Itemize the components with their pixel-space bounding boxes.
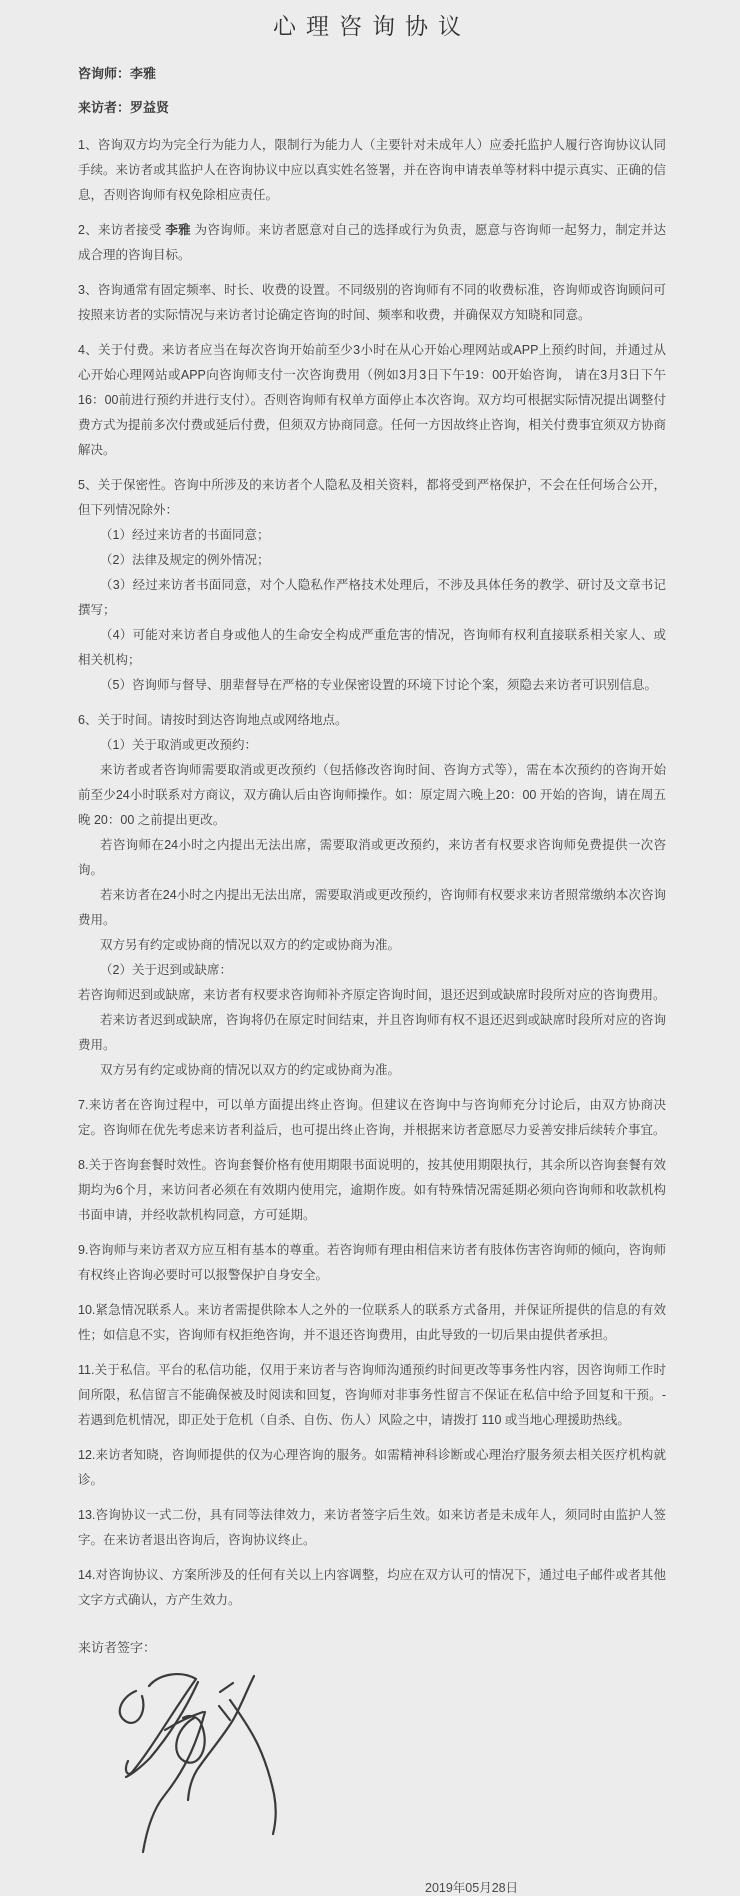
clause-9 [78,1238,666,1288]
clause-6-sub1-line: 若来访者在24小时之内提出无法出席，需要取消或更改预约，咨询师有权要求来访者照常缴纳本次咨询费用。 [78,888,666,927]
clause-5-item: （3）经过来访者书面同意，对个人隐私作严格技术处理后，不涉及具体任务的教学、研讨及文章书记撰写； [78,578,666,617]
clause-3-text: 3、咨询通常有固定频率、时长、收费的设置。不同级别的咨询师有不同的收费标准，咨询师或咨询顾问可按照来访者的实际情况与来访者讨论确定咨询的时间、频率和收费，并确保双方知晓和同意。 [78,283,666,322]
clause-11-text: 11.关于私信。平台的私信功能，仅用于来访者与咨询师沟通预约时间更改等事务性内容，因咨询师工作时间所限，私信留言不能确保被及时阅读和回复，咨询师对非事务性留言不保证在私信中给予回复和干预。- 若遇到危机情况，即正处于危机（自杀、自伤、伤人）风险之中，请拨打 110 或当地心理援助热线。 [78,1363,666,1427]
clause-2-text [78,218,666,268]
clause-1-text: 1、咨询双方均为完全行为能力人，限制行为能力人（主要针对未成年人）应委托监护人履行咨询协议认同手续。来访者或其监护人在咨询协议中应以真实姓名签署，并在咨询申请表单等材料中提示真实、正确的信息，否则咨询师有权免除相应责任。 [78,138,666,202]
clause-7 [78,1093,666,1143]
clause-2-prefix: 2、来访者接受 [78,223,166,237]
clause-12-text: 12.来访者知晓，咨询师提供的仅为心理咨询的服务。如需精神科诊断或心理治疗服务须去相关医疗机构就诊。 [78,1448,666,1487]
clause-3 [78,278,666,328]
clause-5-item: （1）经过来访者的书面同意； [100,528,270,542]
document-date: 2019年05月28日 [425,1881,519,1895]
clause-5-item: （4）可能对来访者自身或他人的生命安全构成严重危害的情况，咨询师有权利直接联系相关家人、或相关机构； [78,628,666,667]
clause-9-text: 9.咨询师与来访者双方应互相有基本的尊重。若咨询师有理由相信来访者有肢体伤害咨询师的倾向，咨询师有权终止咨询必要时可以报警保护自身安全。 [78,1243,666,1282]
counselor-line [78,65,666,82]
clause-1 [78,133,666,208]
clause-13-text: 13.咨询协议一式二份，具有同等法律效力，来访者签字后生效。如来访者是未成年人，须同时由监护人签字。在来访者退出咨询后，咨询协议终止。 [78,1508,666,1547]
client-name: 罗益贤 [130,100,170,115]
clause-8-text: 8.关于咨询套餐时效性。咨询套餐价格有使用期限书面说明的，按其使用期限执行，其余所以咨询套餐有效期均为6个月，来访问者必须在有效期内使用完，逾期作废。如有特殊情况需延期必须向咨询师和收款机构书面申请，并经收款机构同意，方可延期。 [78,1158,666,1222]
clause-6-sub1-line: 双方另有约定或协商的情况以双方的约定或协商为准。 [100,938,401,952]
clause-13 [78,1503,666,1553]
clause-2-suffix: 为咨询师。来访者愿意对自己的选择或行为负责，愿意与咨询师一起努力，制定并达成合理的咨询目标。 [78,223,666,262]
clause-4 [78,338,666,463]
clause-8 [78,1153,666,1228]
counselor-label: 咨询师： [78,66,131,81]
clause-4-text: 4、关于付费。来访者应当在每次咨询开始前至少3小时在从心开始心理网站或APP上预约时间，并通过从心开始心理网站或APP向咨询师支付一次咨询费用（例如3月3日下午19：00开始咨询， 请在3月3日下午16：00前进行预约并进行支付）。否则咨询师有权单方面停止本次咨询。双方均可根据实际情况提出调整付费方式为提前多次付费或延后付费，但须双方协商同意。任何一方因故终止咨询，相关付费事宜须双方协商解决。 [78,343,666,457]
clause-2-counselor-name: 李雅 [165,223,191,237]
clause-6-sub2-title: （2）关于迟到或缺席： [100,963,232,977]
client-signature-image [102,1670,297,1860]
client-line [78,99,666,116]
clause-6-sub2-line: 双方另有约定或协商的情况以双方的约定或协商为准。 [100,1063,401,1077]
clause-10-text: 10.紧急情况联系人。来访者需提供除本人之外的一位联系人的联系方式备用，并保证所提供的信息的有效性；如信息不实，咨询师有权拒绝咨询，并不退还咨询费用，由此导致的一切后果由提供者承担。 [78,1303,666,1342]
clause-5-text: 5、关于保密性。咨询中所涉及的来访者个人隐私及相关资料，都将受到严格保护，不会在任何场合公开，但下列情况除外： [78,478,666,517]
clause-6 [78,708,666,1083]
page-title: 心理咨询协议 [273,13,471,39]
clause-7-text: 7.来访者在咨询过程中，可以单方面提出终止咨询。但建议在咨询中与咨询师充分讨论后，由双方协商决定。咨询师在优先考虑来访者利益后，也可提出终止咨询，并根据来访者意愿尽力妥善安排后续转介事宜。 [78,1098,666,1137]
clause-11 [78,1358,666,1433]
clause-6-sub1-paragraph: 来访者或者咨询师需要取消或更改预约（包括修改咨询时间、咨询方式等），需在本次预约的咨询开始前至少24小时联系对方商议，双方确认后由咨询师操作。如：原定周六晚上20：00 开始的咨询，请在周五晚 20：00 之前提出更改。 [78,763,666,827]
clause-2 [78,218,666,268]
clause-6-sub2-line: 若咨询师迟到或缺席，来访者有权要求咨询师补齐原定咨询时间，退还迟到或缺席时段所对应的咨询费用。 [78,988,666,1002]
clause-14 [78,1563,666,1613]
counselor-name: 李雅 [130,66,157,81]
clause-5 [78,473,666,698]
clause-6-sub2-line: 若来访者迟到或缺席，咨询将仍在原定时间结束，并且咨询师有权不退还迟到或缺席时段所对应的咨询费用。 [78,1013,666,1052]
clause-5-item: （2）法律及规定的例外情况； [100,553,270,567]
client-label: 来访者： [78,100,131,115]
client-signature-label: 来访者签字： [78,1640,157,1655]
clause-6-sub1-line: 若咨询师在24小时之内提出无法出席，需要取消或更改预约，来访者有权要求咨询师免费提供一次咨询。 [78,838,666,877]
client-signature [102,1670,297,1860]
clause-12 [78,1443,666,1493]
clause-5-item: （5）咨询师与督导、朋辈督导在严格的专业保密设置的环境下讨论个案，须隐去来访者可识别信息。 [100,678,657,692]
clause-6-text: 6、关于时间。请按时到达咨询地点或网络地点。 [78,713,348,727]
clause-6-sub1-title: （1）关于取消或更改预约： [100,738,257,752]
clause-14-text: 14.对咨询协议、方案所涉及的任何有关以上内容调整，均应在双方认可的情况下，通过电子邮件或者其他文字方式确认，方产生效力。 [78,1568,666,1607]
clause-10 [78,1298,666,1348]
